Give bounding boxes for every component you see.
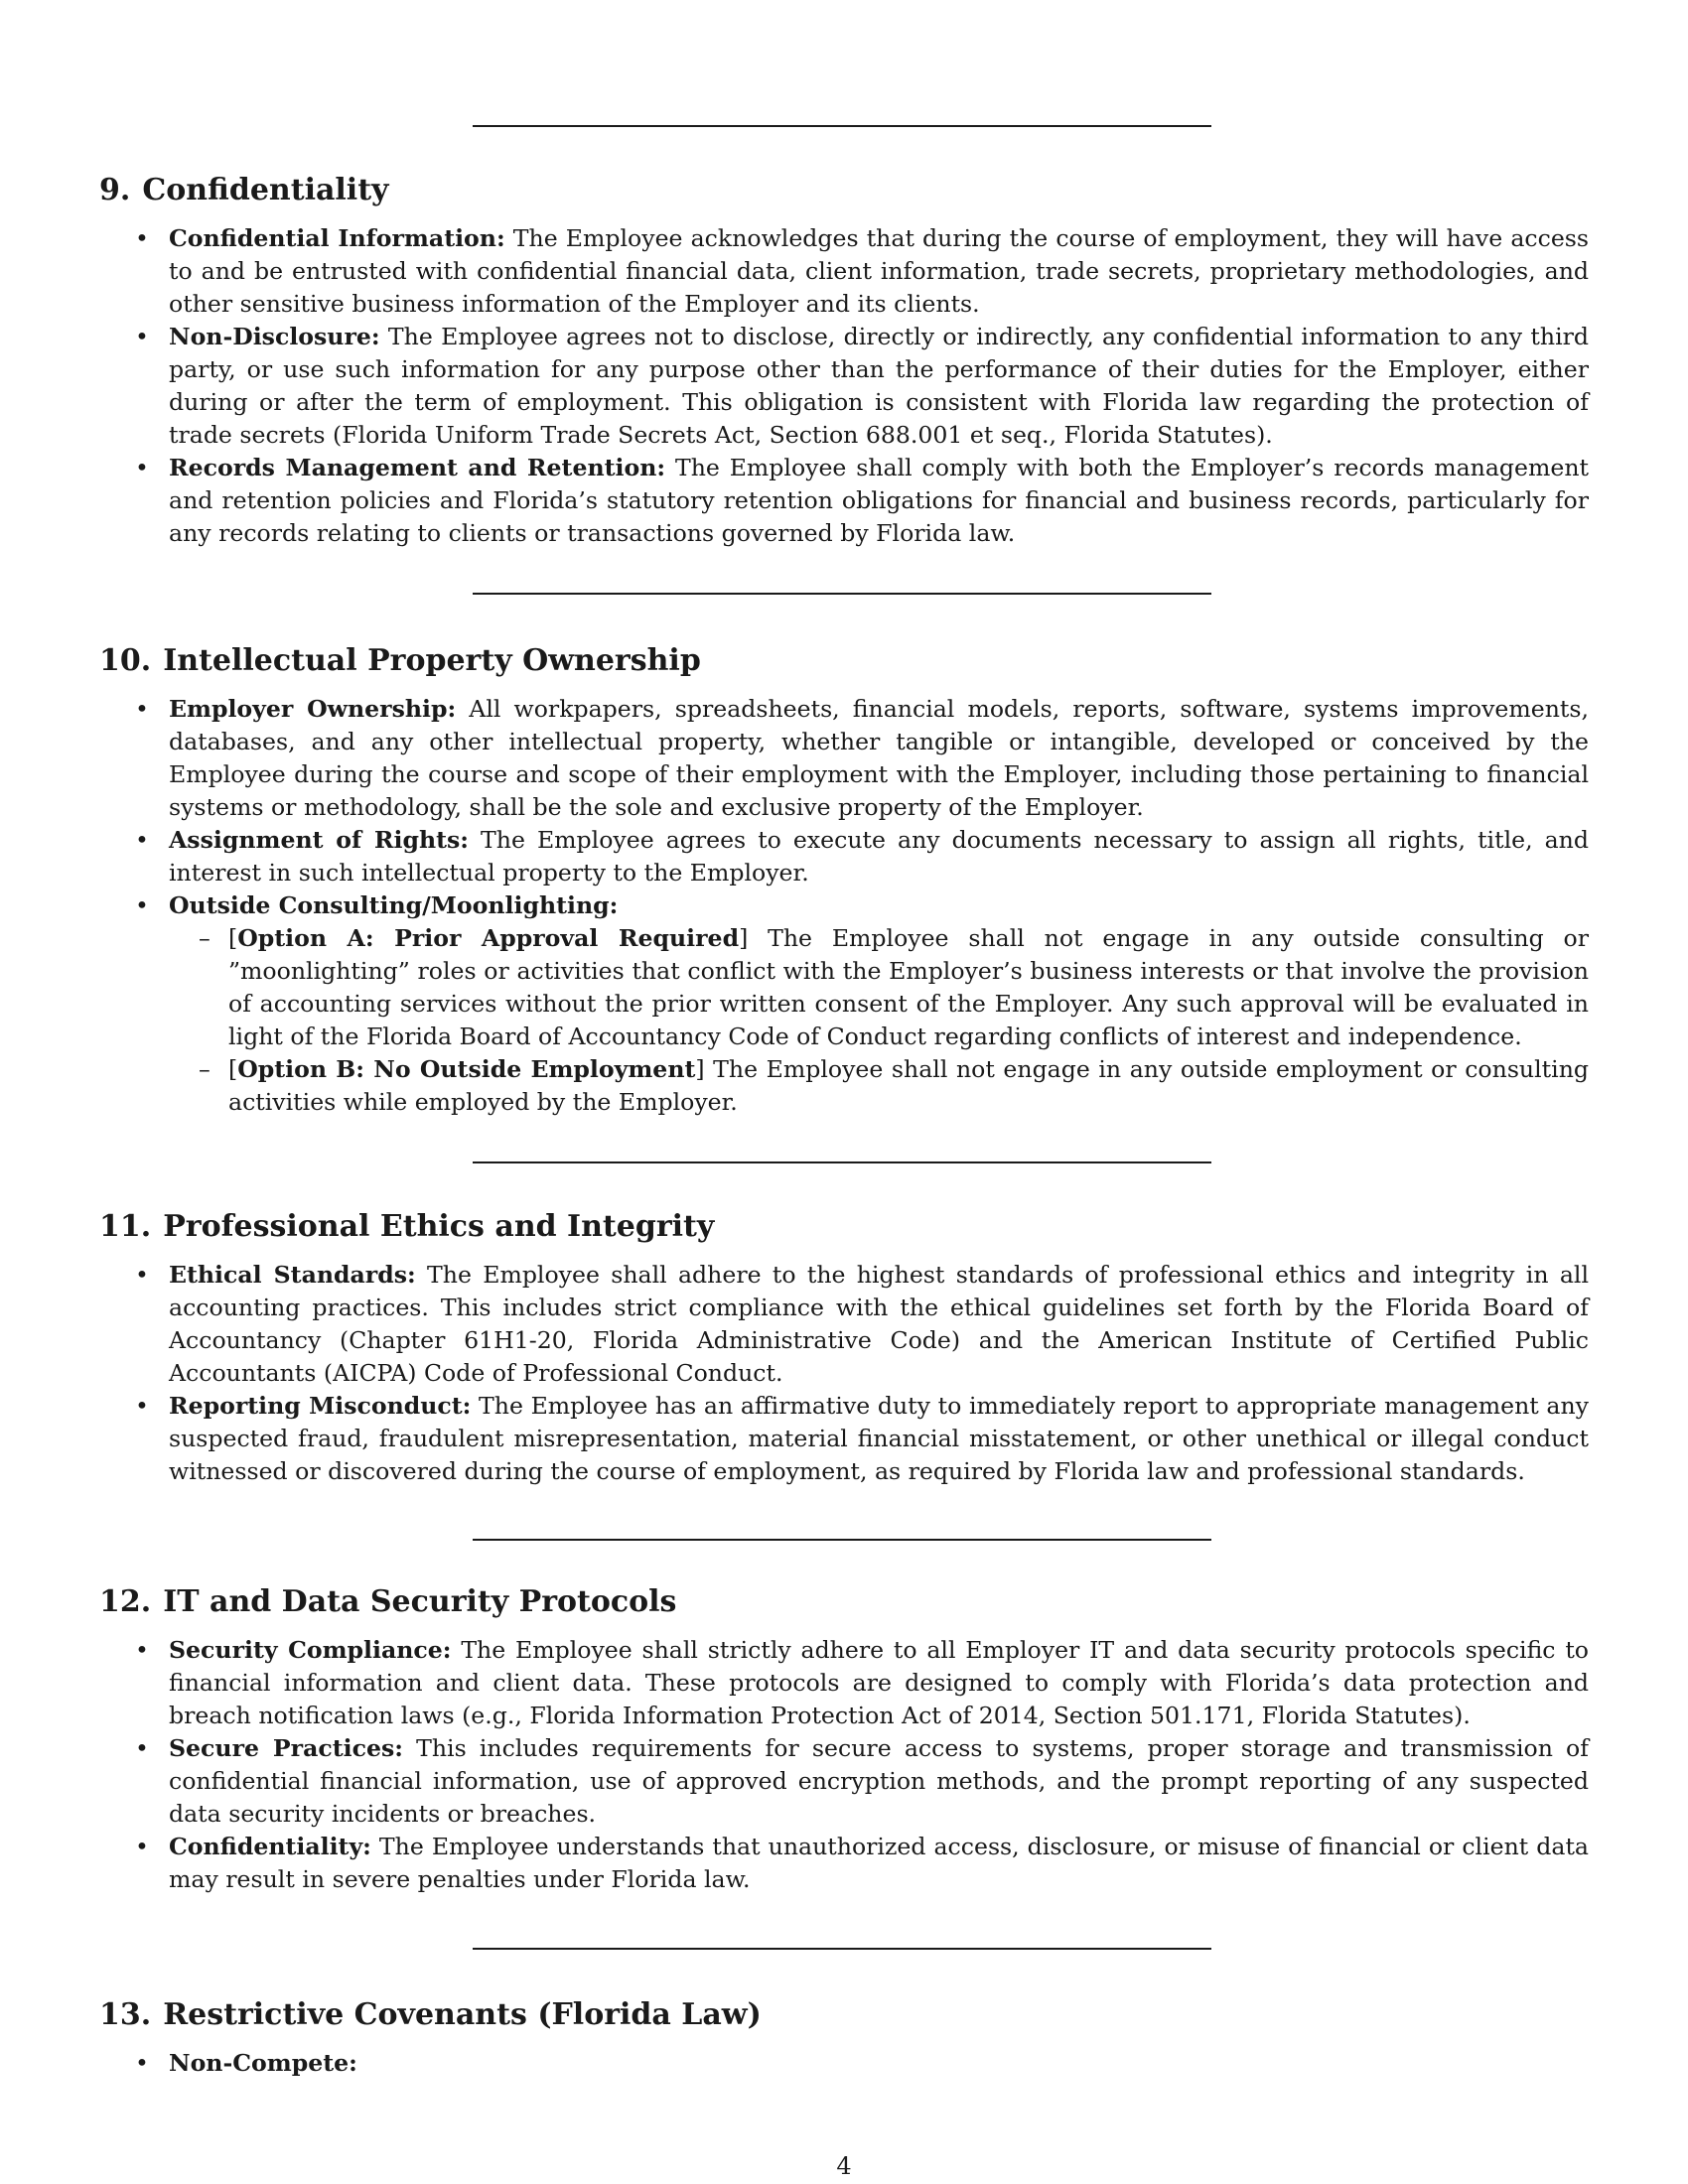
section-title: Intellectual Property Ownership <box>163 643 701 678</box>
section-number: 10. <box>99 643 152 678</box>
option-label: Option A: Prior Approval Required <box>237 924 740 952</box>
list-item <box>99 1831 1589 1896</box>
clause-text: The Employee shall comply with both the Employer’s records management and retention policies and Florida’s statutory retention obligations for financial and business records, particularly for any records relating to clients or transactions governed by Florida law. <box>169 454 1590 547</box>
section-divider <box>473 1161 1211 1163</box>
clause-label: Secure Practices: <box>169 1734 403 1762</box>
clause-text: The Employee understands that unauthorized access, disclosure, or misuse of financial or client data may result in severe penalties under Florida law. <box>169 1833 1590 1893</box>
bracket-close: ] <box>695 1055 705 1083</box>
section-title: Restrictive Covenants (Florida Law) <box>163 1997 762 2032</box>
clause-label: Reporting Misconduct: <box>169 1392 472 1420</box>
section-heading <box>99 1995 1589 2035</box>
clause-text: The Employee acknowledges that during the course of employment, they will have access to and be entrusted with confidential financial data, client information, trade secrets, proprietary methodologies, and other sensitive business information of the Employer and its clients. <box>169 224 1590 318</box>
section-title: IT and Data Security Protocols <box>163 1584 677 1619</box>
clause-text: The Employee shall strictly adhere to all Employer IT and data security protocols specific to financial information and client data. These protocols are designed to comply with Florida’s data protection and breach notification laws (e.g., Florida Information Protection Act of 2014, Section 501.171, Florida Statutes). <box>169 1636 1590 1729</box>
section-professional-ethics <box>99 1207 1589 1488</box>
option-label: Option B: No Outside Employment <box>237 1055 696 1083</box>
list-item <box>99 1634 1589 1732</box>
option-text: The Employee shall not engage in any outside consulting or ”moonlighting” roles or activities that conflict with the Employer’s business interests or that involve the provision of accounting services without the prior written consent of the Employer. Any such approval will be evaluated in light of the Florida Board of Accountancy Code of Conduct regarding conflicts of interest and independence. <box>228 924 1590 1050</box>
clause-list <box>99 1634 1589 1896</box>
section-divider <box>473 125 1211 127</box>
section-heading <box>99 1207 1589 1247</box>
list-item <box>99 1732 1589 1831</box>
bracket-close: ] <box>739 924 749 952</box>
clause-text: The Employee agrees not to disclose, directly or indirectly, any confidential information to any third party, or use such information for any purpose other than the performance of their duties for the Employer, either during or after the term of employment. This obligation is consistent with Florida law regarding the protection of trade secrets (Florida Uniform Trade Secrets Act, Section 688.001 et seq., Florida Statutes). <box>169 323 1589 449</box>
clause-text: The Employee agrees to execute any documents necessary to assign all rights, title, and interest in such intellectual property to the Employer. <box>169 826 1589 887</box>
section-heading <box>99 641 1589 681</box>
section-divider <box>473 1948 1211 1950</box>
option-text: The Employee shall not engage in any outside employment or consulting activities while employed by the Employer. <box>228 1055 1589 1116</box>
list-item <box>99 824 1589 889</box>
clause-list <box>99 1259 1589 1488</box>
list-item <box>99 889 1589 1119</box>
section-heading <box>99 1582 1589 1622</box>
option-item <box>169 922 1589 1053</box>
clause-text: All workpapers, spreadsheets, financial models, reports, software, systems improvements, databases, and any other intellectual property, whether tangible or intangible, developed or conceived by the Employee during the course and scope of their employment with the Employer, including those pertaining to financial systems or methodology, shall be the sole and exclusive property of the Employer. <box>169 695 1590 821</box>
clause-label: Employer Ownership: <box>169 695 457 723</box>
section-divider <box>473 593 1211 595</box>
list-item <box>99 2047 1589 2080</box>
option-list <box>169 922 1589 1119</box>
section-number: 11. <box>99 1209 152 1244</box>
clause-text: The Employee has an affirmative duty to immediately report to appropriate management any suspected fraud, fraudulent misrepresentation, material financial misstatement, or other unethical or illegal conduct witnessed or discovered during the course of employment, as required by Florida law and professional standards. <box>169 1392 1590 1485</box>
list-item <box>99 1390 1589 1488</box>
list-item <box>99 1259 1589 1390</box>
clause-text: This includes requirements for secure access to systems, proper storage and transmission of confidential financial information, use of approved encryption methods, and the prompt reporting of any suspected data security incidents or breaches. <box>169 1734 1589 1828</box>
clause-label: Confidentiality: <box>169 1833 371 1860</box>
clause-list <box>99 222 1589 550</box>
clause-label: Records Management and Retention: <box>169 454 666 481</box>
clause-list <box>99 693 1589 1119</box>
list-item <box>99 693 1589 824</box>
clause-label: Non-Compete: <box>169 2049 357 2077</box>
section-title: Confidentiality <box>142 173 389 207</box>
section-title: Professional Ethics and Integrity <box>163 1209 715 1244</box>
option-item <box>169 1053 1589 1119</box>
clause-label: Outside Consulting/Moonlighting: <box>169 891 619 919</box>
document-page <box>99 0 1589 2184</box>
section-number: 13. <box>99 1997 152 2032</box>
clause-label: Security Compliance: <box>169 1636 452 1664</box>
bracket-open: [ <box>228 924 238 952</box>
section-number: 9. <box>99 173 131 207</box>
section-intellectual-property <box>99 641 1589 1119</box>
clause-label: Confidential Information: <box>169 224 505 252</box>
page-number: 4 <box>836 2152 852 2180</box>
list-item <box>99 222 1589 321</box>
bracket-open: [ <box>228 1055 238 1083</box>
section-confidentiality <box>99 171 1589 550</box>
clause-text: The Employee shall adhere to the highest standards of professional ethics and integrity in all accounting practices. This includes strict compliance with the ethical guidelines set forth by the Florida Board of Accountancy (Chapter 61H1-20, Florida Administrative Code) and the American Institute of Certified Public Accountants (AICPA) Code of Professional Conduct. <box>169 1261 1589 1387</box>
list-item <box>99 452 1589 550</box>
section-number: 12. <box>99 1584 152 1619</box>
clause-list <box>99 2047 1589 2080</box>
list-item <box>99 321 1589 452</box>
clause-label: Assignment of Rights: <box>169 826 469 854</box>
section-divider <box>473 1539 1211 1541</box>
section-restrictive-covenants <box>99 1995 1589 2080</box>
clause-label: Ethical Standards: <box>169 1261 416 1289</box>
section-heading <box>99 171 1589 210</box>
section-it-data-security <box>99 1582 1589 1896</box>
clause-label: Non-Disclosure: <box>169 323 380 350</box>
